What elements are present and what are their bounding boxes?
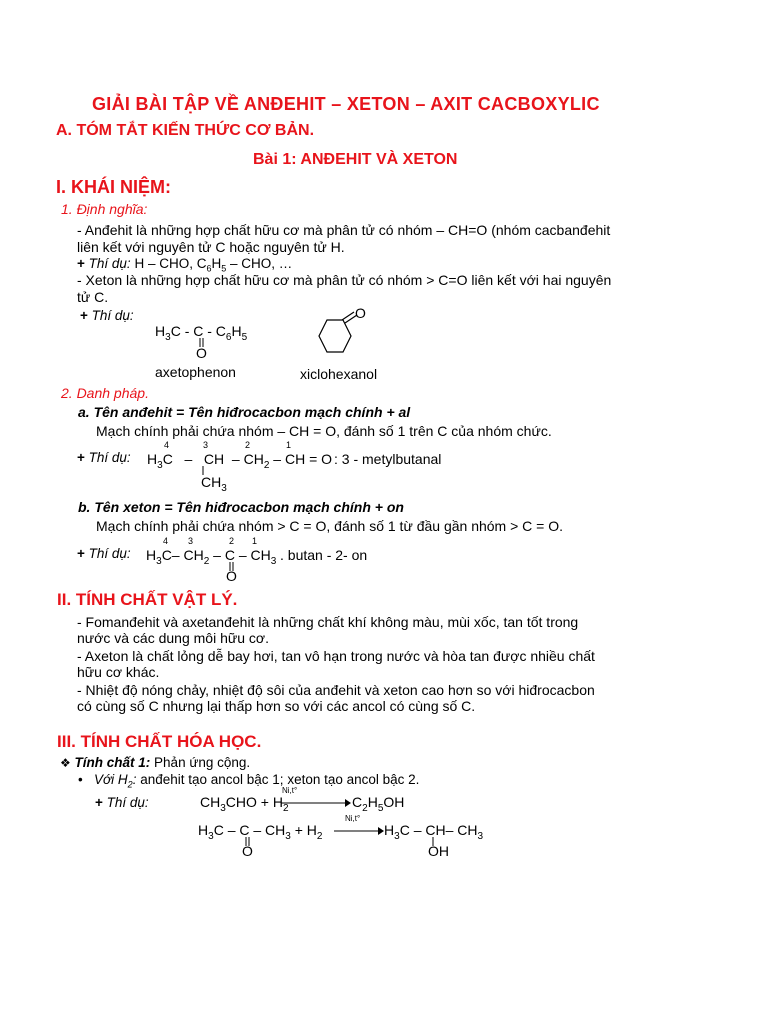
carbon-number-3: 3 [203,440,209,450]
methyl-branch: $CH_3$ [201,474,227,494]
svg-text:O: O [355,306,366,321]
butanone-number-3: 3 [188,536,194,546]
ketone-example-label: + Thí dụ: [80,308,134,323]
aldehyde-naming-rule: a. Tên anđehit = Tên hiđrocacbon mạch chính + al [78,404,411,420]
aldehyde-main-chain-rule: Mạch chính phải chứa nhóm – CH = O, đánh số 1 trên C của nhóm chức. [96,423,552,439]
methylbutanal-name: : 3 - metylbutanal [334,451,442,467]
reaction-2-product: $H_3C - CH-$ $CH_3$ [384,822,484,842]
acetophenone-oxygen: O [196,345,207,361]
butanone-formula: $H_3C-$ $CH_2$ – C – $CH_3$ [146,547,277,567]
reaction-1-product: $C_2H_5OH$ [352,794,405,814]
physical-property-2-line2: hữu cơ khác. [77,664,160,680]
section-2-heading: II. TÍNH CHẤT VẬT LÝ. [57,590,238,609]
butanone-name: . butan - 2- on [280,547,368,563]
physical-property-3-line1: - Nhiệt độ nóng chảy, nhiệt độ sôi của anđehit và xeton cao hơn so với hiđrocacbon [77,682,595,698]
aldehyde-example: + Thí dụ: H – CHO, $C_6H_5$ – CHO, … [77,256,293,274]
butanone-number-1: 1 [252,536,258,546]
ketone-main-chain-rule: Mạch chính phải chứa nhóm > C = O, đánh số 1 từ đầu gần nhóm > C = O. [96,518,564,534]
section-1-heading: I. KHÁI NIỆM: [56,177,171,197]
aldehyde-definition-line2: liên kết với nguyên tử C hoặc nguyên tử H. [77,239,345,255]
reaction-1-catalyst: Ni,t° [282,786,298,795]
diamond-bullet-icon: ❖ [60,756,71,770]
cyclohexanone-name: xiclohexanol [300,366,378,382]
reaction-2-reactants: $H_3C - C - CH_3 + H_2$ [198,822,323,842]
acetophenone-formula: $H_3C$ - C - $C_6H_5$ [155,323,248,343]
section-3-heading: III. TÍNH CHẤT HÓA HỌC. [57,732,262,751]
reaction-2-arrow [334,826,384,836]
butanone-number-2: 2 [229,536,235,546]
ketone-naming-example-label: + Thí dụ: [77,546,131,561]
physical-property-1-line1: - Fomanđehit và axetanđehit là những chất khí không màu, mùi xốc, tan tốt trong [77,614,579,630]
reaction-example-label: + Thí dụ: [95,795,149,810]
cyclohexanone-structure [300,306,380,368]
page-title: GIẢI BÀI TẬP VỀ ANĐEHIT – XETON – AXIT CACBOXYLIC [92,94,600,114]
physical-property-2-line1: - Axeton là chất lỏng dễ bay hơi, tan vô hạn trong nước và hòa tan được nhiều chất [77,648,595,664]
ketone-definition-line2: tử C. [77,289,109,305]
nomenclature-subheading: 2. Danh pháp. [61,385,149,401]
lesson-title: Bài 1: ANĐEHIT VÀ XETON [253,151,458,168]
part-a-heading: A. TÓM TẮT KIẾN THỨC CƠ BẢN. [56,122,315,139]
ketone-naming-rule: b. Tên xeton = Tên hiđrocacbon mạch chính + on [78,499,404,515]
physical-property-1-line2: nước và các dung môi hữu cơ. [77,630,269,646]
aldehyde-definition-line1: - Anđehit là những hợp chất hữu cơ mà phân tử có nhóm – CH=O (nhóm cacbanđehit [77,222,611,238]
aldehyde-example-formula: H – CHO, $C_6H_5$ – CHO, … [134,256,293,274]
chemical-property-1: ❖ Tính chất 1: Phản ứng cộng. [60,755,251,770]
carbon-number-2: 2 [245,440,251,450]
carbon-number-1: 1 [286,440,292,450]
methylbutanal-formula: $H_3C$ – CH – $CH_2$ – CH = O [147,451,333,471]
definition-subheading: 1. Định nghĩa: [61,201,148,217]
bullet-dot-icon: • [78,772,83,787]
butanone-oxygen: O [226,568,237,584]
hydrogen-addition-bullet: • Với $H_2$: anđehit tạo ancol bậc 1; xeton tạo ancol bậc 2. [78,772,420,790]
aldehyde-naming-example-label: + Thí dụ: [77,450,131,465]
example-label: Thí dụ: [84,256,131,271]
acetone-oxygen: O [242,843,253,859]
carbon-number-4: 4 [164,440,170,450]
acetophenone-name: axetophenon [155,364,236,380]
reaction-2-catalyst: Ni,t° [345,814,361,823]
ketone-definition-line1: - Xeton là những hợp chất hữu cơ mà phân tử có nhóm > C=O liên kết với hai nguyên [77,272,612,288]
physical-property-3-line2: có cùng số C nhưng lại thấp hơn so với các ancol có cùng số C. [77,698,476,714]
butanone-number-4: 4 [163,536,169,546]
reaction-1-arrow [281,798,351,808]
isopropanol-hydroxyl: OH [428,843,449,859]
reaction-1-reactants: $CH_3CHO + H_2$ [200,794,289,814]
